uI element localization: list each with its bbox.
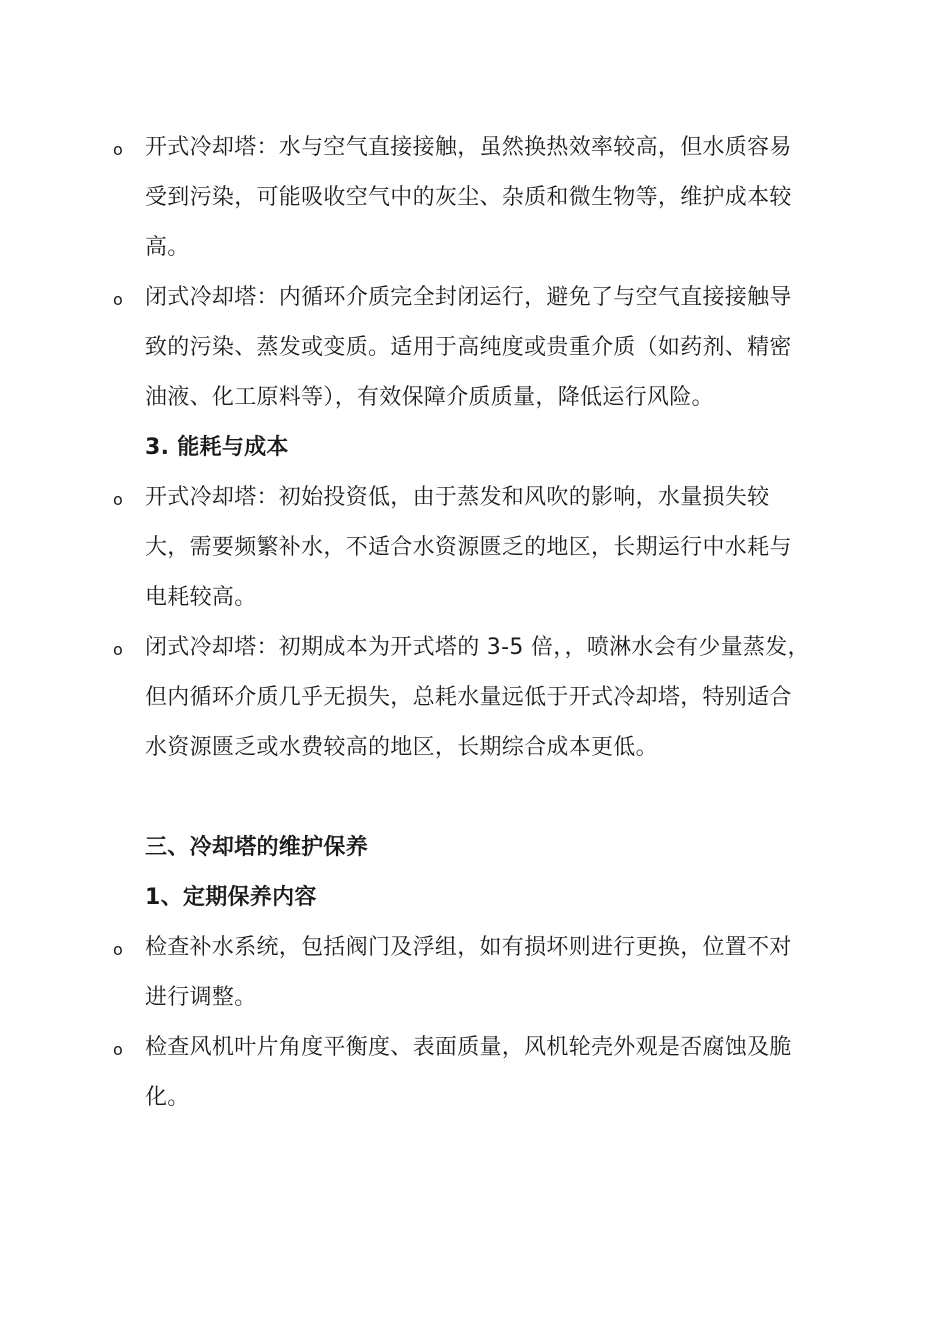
spacer [0,773,950,823]
bullet-marker: o [113,490,124,509]
list-item-text: 开式冷却塔：水与空气直接接触，虽然换热效率较高，但水质容易受到污染，可能吸收空气中的灰尘、杂质和微生物等，维护成本较高。 [145,135,792,260]
list-item [0,123,810,273]
bullet-marker: o [113,1040,124,1059]
list-item [0,623,810,773]
section-heading-energy-cost: 3. 能耗与成本 [145,435,289,460]
bullet-marker: o [113,940,124,959]
list-item-text: 检查风机叶片角度平衡度、表面质量，风机轮壳外观是否腐蚀及脆化。 [145,1035,792,1110]
list-item-text: 检查补水系统，包括阀门及浮组，如有损坏则进行更换，位置不对进行调整。 [145,935,792,1010]
list-item [0,473,810,623]
section-heading-regular-maintenance: 1、定期保养内容 [145,885,317,910]
bullet-marker: o [113,140,124,159]
document-page [0,123,950,1123]
list-item [0,273,810,423]
bullet-marker: o [113,290,124,309]
list-item [0,923,810,1023]
list-item-text: 闭式冷却塔：初期成本为开式塔的 3-5 倍，，喷淋水会有少量蒸发，但内循环介质几乎无损失，总耗水量远低于开式冷却塔，特别适合水资源匮乏或水费较高的地区，长期综合成本更低。 [145,635,810,760]
chapter-heading-maintenance: 三、冷却塔的维护保养 [145,835,369,860]
list-item-text: 开式冷却塔：初始投资低，由于蒸发和风吹的影响，水量损失较大，需要频繁补水，不适合水资源匮乏的地区，长期运行中水耗与电耗较高。 [145,485,792,610]
list-item-text: 闭式冷却塔：内循环介质完全封闭运行，避免了与空气直接接触导致的污染、蒸发或变质。适用于高纯度或贵重介质（如药剂、精密油液、化工原料等），有效保障介质质量，降低运行风险。 [145,285,792,410]
bullet-marker: o [113,640,124,659]
list-item [0,1023,810,1123]
